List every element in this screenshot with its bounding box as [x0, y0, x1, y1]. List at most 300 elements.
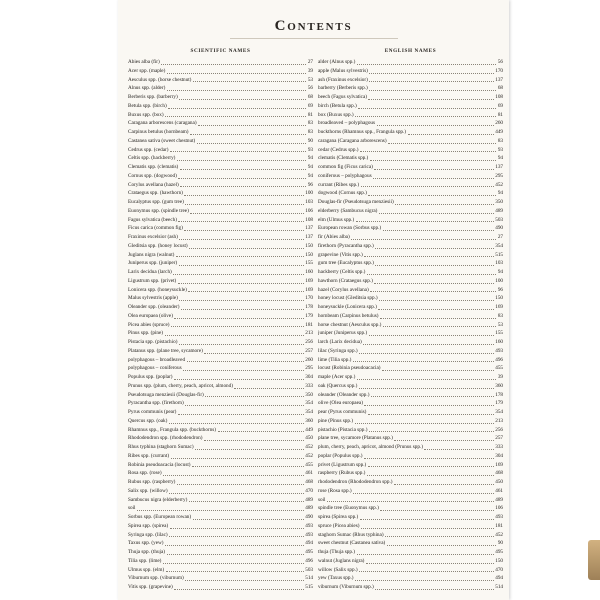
toc-entry-page: 333 — [495, 444, 503, 450]
title-divider — [230, 38, 398, 39]
english-names-heading: ENGLISH NAMES — [384, 48, 437, 54]
toc-dot-leader — [169, 489, 304, 494]
toc-entry-page: 83 — [497, 312, 503, 319]
toc-entry[interactable] — [318, 198, 503, 207]
toc-entry[interactable] — [128, 172, 313, 181]
toc-dot-leader — [368, 95, 493, 100]
toc-entry-name: Pyracantha spp. (firethorn) — [128, 400, 184, 407]
toc-dot-leader — [359, 349, 494, 354]
toc-entry-name: horse chestnut (Aesculus spp.) — [318, 321, 382, 328]
toc-entry[interactable] — [318, 181, 503, 190]
toc-dot-leader — [371, 392, 494, 397]
toc-entry[interactable] — [128, 373, 313, 382]
toc-entry[interactable] — [318, 373, 503, 382]
toc-entry-name: Celtis spp. (hackberry) — [128, 155, 176, 162]
toc-entry[interactable] — [318, 408, 503, 417]
toc-dot-leader — [169, 419, 304, 424]
toc-entry[interactable] — [128, 548, 313, 557]
toc-entry-name: Pistacia spp. (pistachio) — [128, 339, 178, 345]
toc-entry-page: 455 — [305, 461, 313, 468]
toc-entry[interactable] — [128, 251, 313, 260]
toc-entry-page: 100 — [495, 277, 503, 284]
toc-entry[interactable] — [318, 102, 503, 111]
toc-entry-page: 489 — [495, 207, 503, 214]
toc-entry-name: Vitis spp. (grapevine) — [128, 584, 173, 590]
toc-entry-page: 495 — [495, 549, 503, 555]
toc-entry-name: Carpinus betulus (hornbeam) — [128, 129, 189, 135]
toc-entry-page: 181 — [305, 321, 313, 328]
toc-entry-page: 94 — [497, 190, 503, 197]
toc-entry[interactable] — [128, 189, 313, 198]
toc-entry[interactable] — [128, 391, 313, 400]
toc-entry[interactable] — [128, 469, 313, 478]
toc-entry-name: spruce (Picea abies) — [318, 522, 360, 529]
toc-entry-page: 354 — [495, 242, 503, 249]
toc-entry-page: 155 — [305, 260, 313, 267]
toc-dot-leader — [379, 296, 494, 301]
toc-entry[interactable] — [128, 329, 313, 338]
toc-entry[interactable] — [128, 198, 313, 207]
toc-dot-leader — [166, 567, 304, 572]
toc-entry-page: 295 — [495, 172, 503, 179]
toc-entry-name: plane tree, sycamore (Platanus spp.) — [318, 435, 393, 442]
toc-entry-name: Alnus spp. (alder) — [128, 85, 166, 92]
toc-entry-name: clematis (Clematis spp.) — [318, 155, 369, 162]
toc-entry[interactable] — [128, 137, 313, 146]
toc-entry[interactable] — [128, 356, 313, 365]
toc-entry[interactable] — [318, 111, 503, 120]
toc-entry-page: 360 — [495, 382, 503, 389]
toc-dot-leader — [177, 156, 306, 161]
toc-entry-page: 56 — [307, 85, 313, 92]
toc-entry-name: raspberry (Rubus spp.) — [318, 470, 366, 477]
toc-entry-page: 160 — [495, 339, 503, 345]
toc-dot-leader — [373, 174, 494, 179]
toc-entry[interactable] — [128, 408, 313, 417]
toc-entry-page: 81 — [307, 111, 313, 118]
toc-dot-leader — [387, 541, 497, 546]
toc-dot-leader — [179, 95, 306, 100]
toc-entry[interactable] — [128, 452, 313, 461]
toc-dot-leader — [369, 331, 494, 336]
toc-dot-leader — [190, 130, 306, 135]
toc-entry-name: Salix spp. (willow) — [128, 487, 168, 494]
toc-entry[interactable] — [128, 207, 313, 216]
toc-entry[interactable] — [318, 286, 503, 295]
toc-dot-leader — [167, 86, 306, 91]
toc-entry[interactable] — [128, 268, 313, 277]
toc-entry-name: honey locust (Gleditsia spp.) — [318, 295, 378, 302]
toc-entry[interactable] — [318, 548, 503, 557]
toc-dot-leader — [170, 524, 304, 529]
toc-entry[interactable] — [128, 303, 313, 312]
toc-entry[interactable] — [318, 67, 503, 76]
toc-entry-name: maple (Acer spp.) — [318, 374, 356, 380]
toc-entry[interactable] — [318, 128, 503, 137]
toc-entry[interactable] — [128, 434, 313, 443]
toc-dot-leader — [179, 261, 304, 266]
toc-entry[interactable] — [318, 434, 503, 443]
toc-entry-page: 39 — [497, 374, 503, 380]
toc-entry[interactable] — [128, 119, 313, 128]
toc-entry[interactable] — [128, 58, 313, 67]
toc-entry[interactable] — [318, 312, 503, 321]
toc-entry[interactable] — [318, 478, 503, 487]
toc-entry-name: plum, cherry, peach, apricot, almond (Prunus spp.) — [318, 444, 423, 450]
toc-entry-page: 493 — [495, 347, 503, 354]
toc-entry-page: 514 — [305, 575, 313, 582]
toc-entry[interactable] — [128, 531, 313, 540]
toc-entry-page: 256 — [305, 339, 313, 345]
toc-dot-leader — [355, 112, 496, 117]
toc-entry-page: 106 — [305, 207, 313, 214]
toc-entry-page: 103 — [305, 199, 313, 205]
toc-dot-leader — [174, 585, 303, 590]
toc-entry[interactable] — [128, 128, 313, 137]
toc-entry-page: 452 — [305, 444, 313, 450]
toc-entry[interactable] — [128, 154, 313, 163]
toc-entry[interactable] — [128, 426, 313, 435]
toc-entry[interactable] — [128, 111, 313, 120]
toc-entry-page: 96 — [497, 286, 503, 293]
toc-entry[interactable] — [318, 452, 503, 461]
toc-entry[interactable] — [318, 443, 503, 452]
toc-entry-name: oak (Quercus spp.) — [318, 382, 358, 389]
toc-entry-page: 179 — [305, 312, 313, 319]
toc-entry[interactable] — [318, 119, 503, 128]
toc-entry[interactable] — [318, 364, 503, 373]
toc-entry[interactable] — [128, 487, 313, 496]
toc-entry-name: Sorbus spp. (European rowan) — [128, 514, 192, 520]
toc-dot-leader — [170, 147, 306, 152]
toc-entry-name: Pyrus communis (pear) — [128, 409, 177, 415]
toc-entry[interactable] — [318, 277, 503, 286]
toc-entry[interactable] — [318, 93, 503, 102]
toc-dot-leader — [178, 410, 304, 415]
toc-entry[interactable] — [318, 461, 503, 470]
toc-entry-page: 461 — [305, 470, 313, 477]
toc-entry-page: 108 — [495, 94, 503, 100]
toc-entry[interactable] — [318, 251, 503, 260]
toc-dot-leader — [190, 209, 303, 214]
toc-entry-page: 495 — [305, 549, 313, 555]
toc-entry[interactable] — [318, 566, 503, 575]
toc-entry-name: Castanea sativa (sweet chestnut) — [128, 137, 196, 144]
toc-entry[interactable] — [318, 224, 503, 233]
toc-entry-page: 295 — [305, 365, 313, 372]
toc-entry-name: poplar (Populus spp.) — [318, 452, 363, 459]
toc-entry[interactable] — [318, 522, 503, 531]
toc-entry[interactable] — [318, 233, 503, 242]
toc-entry[interactable] — [318, 294, 503, 303]
toc-entry-page: 100 — [305, 190, 313, 197]
toc-entry[interactable] — [318, 146, 503, 155]
toc-entry[interactable] — [128, 286, 313, 295]
toc-entry[interactable] — [318, 496, 503, 505]
toc-entry[interactable] — [318, 504, 503, 513]
toc-entry[interactable] — [318, 189, 503, 198]
toc-entry[interactable] — [128, 522, 313, 531]
toc-entry-name: cedar (Cedrus spp.) — [318, 146, 359, 153]
toc-entry-page: 150 — [495, 557, 503, 564]
toc-entry[interactable] — [318, 574, 503, 583]
toc-entry[interactable] — [318, 347, 503, 356]
toc-dot-leader — [204, 436, 304, 441]
toc-dot-leader — [395, 200, 493, 205]
toc-dot-leader — [178, 279, 304, 284]
toc-entry-page: 450 — [305, 435, 313, 442]
toc-entry[interactable] — [318, 259, 503, 268]
toc-dot-leader — [353, 489, 494, 494]
toc-entry[interactable] — [318, 163, 503, 172]
toc-entry-page: 90 — [307, 137, 313, 144]
toc-entry-name: hornbeam (Carpinus betulus) — [318, 312, 379, 319]
toc-entry-name: Larix decidua (larch) — [128, 269, 172, 275]
toc-entry-page: 81 — [497, 111, 503, 118]
toc-entry[interactable] — [318, 137, 503, 146]
toc-entry[interactable] — [318, 268, 503, 277]
toc-dot-leader — [161, 60, 306, 65]
toc-dot-leader — [424, 445, 493, 450]
toc-entry[interactable] — [318, 329, 503, 338]
toc-entry-name: Rhododendron spp. (rhododendron) — [128, 435, 203, 442]
toc-dot-leader — [189, 244, 304, 249]
toc-dot-leader — [184, 191, 303, 196]
toc-dot-leader — [357, 375, 497, 380]
toc-entry[interactable] — [318, 583, 503, 592]
toc-dot-leader — [370, 287, 496, 292]
toc-dot-leader — [383, 226, 494, 231]
toc-entry-page: 83 — [497, 137, 503, 144]
toc-entry[interactable] — [128, 93, 313, 102]
toc-entry[interactable] — [128, 338, 313, 347]
toc-entry[interactable] — [128, 347, 313, 356]
toc-entry-page: 493 — [495, 514, 503, 520]
toc-entry[interactable] — [318, 356, 503, 365]
toc-entry-name: Acer spp. (maple) — [128, 67, 166, 74]
toc-entry[interactable] — [318, 207, 503, 216]
toc-entry-page: 170 — [495, 67, 503, 74]
toc-entry-name: thuja (Thuja spp.) — [318, 549, 356, 555]
toc-entry-name: Pinus spp. (pine) — [128, 330, 164, 337]
toc-dot-leader — [363, 340, 493, 345]
toc-entry[interactable] — [128, 557, 313, 566]
toc-entry-page: 108 — [305, 216, 313, 223]
toc-dot-leader — [171, 454, 304, 459]
toc-dot-leader — [187, 357, 304, 362]
toc-entry[interactable] — [318, 469, 503, 478]
toc-dot-leader — [369, 77, 493, 82]
toc-entry[interactable] — [318, 58, 503, 67]
toc-entry-page: 489 — [305, 496, 313, 503]
toc-dot-leader — [360, 147, 496, 152]
toc-dot-leader — [178, 217, 303, 222]
toc-entry[interactable] — [318, 531, 503, 540]
toc-entry-page: 260 — [495, 120, 503, 127]
toc-entry-page: 256 — [495, 426, 503, 433]
toc-entry-name: larch (Larix decidua) — [318, 339, 362, 345]
toc-dot-leader — [174, 375, 304, 380]
toc-entry[interactable] — [128, 513, 313, 522]
toc-entry[interactable] — [128, 102, 313, 111]
toc-entry-name: honeysuckle (Lonicera spp.) — [318, 304, 377, 310]
toc-dot-leader — [218, 427, 304, 432]
toc-entry-name: yew (Taxus spp.) — [318, 575, 354, 582]
toc-entry-page: 360 — [305, 417, 313, 424]
toc-entry[interactable] — [128, 417, 313, 426]
toc-dot-leader — [375, 244, 493, 249]
toc-entry-name: viburnum (Viburnum spp.) — [318, 584, 374, 590]
toc-dot-leader — [180, 165, 307, 170]
toc-entry-page: 468 — [495, 470, 503, 477]
toc-entry[interactable] — [128, 277, 313, 286]
toc-entry[interactable] — [318, 539, 503, 548]
toc-entry[interactable] — [128, 242, 313, 251]
toc-dot-leader — [368, 410, 494, 415]
toc-entry[interactable] — [128, 504, 313, 513]
toc-entry-page: 470 — [495, 566, 503, 573]
toc-entry-page: 160 — [305, 269, 313, 275]
toc-entry[interactable] — [128, 312, 313, 321]
toc-entry[interactable] — [128, 233, 313, 242]
toc-entry-name: Prunus spp. (plum, cherry, peach, apricot, almond) — [128, 382, 233, 389]
toc-entry-name: elm (Ulmus spp.) — [318, 216, 355, 223]
toc-entry-page: 496 — [495, 356, 503, 363]
toc-entry[interactable] — [128, 67, 313, 76]
toc-dot-leader — [165, 541, 304, 546]
toc-entry[interactable] — [128, 566, 313, 575]
toc-entry[interactable] — [318, 417, 503, 426]
english-names-column — [318, 48, 503, 592]
toc-entry[interactable] — [128, 461, 313, 470]
toc-entry[interactable] — [128, 496, 313, 505]
toc-entry[interactable] — [318, 154, 503, 163]
toc-entry-name: birch (Betula spp.) — [318, 102, 357, 109]
toc-dot-leader — [357, 60, 496, 65]
toc-entry-name: Robinia pseudoacacia (locust) — [128, 461, 191, 468]
toc-entry[interactable] — [318, 338, 503, 347]
toc-entry-page: 53 — [497, 321, 503, 328]
toc-entry[interactable] — [318, 513, 503, 522]
toc-entry-name: Douglas-fir (Pseudotsuga menziesii) — [318, 199, 394, 205]
toc-entry[interactable] — [128, 294, 313, 303]
toc-entry[interactable] — [318, 391, 503, 400]
toc-entry-page: 68 — [497, 85, 503, 92]
toc-entry-page: 27 — [497, 234, 503, 240]
toc-entry-page: 178 — [495, 391, 503, 398]
toc-entry[interactable] — [128, 478, 313, 487]
toc-entry-name: Ligustrum spp. (privet) — [128, 277, 177, 284]
toc-entry-name: coniferous – polyphagous — [318, 172, 372, 179]
toc-entry-page: 257 — [495, 435, 503, 442]
toc-entry[interactable] — [128, 321, 313, 330]
toc-entry[interactable] — [318, 382, 503, 391]
page-edge-ornament — [588, 540, 600, 580]
toc-dot-leader — [177, 480, 304, 485]
toc-entry-page: 489 — [495, 496, 503, 503]
toc-entry-name: Pseudotsuga menziesii (Douglas-fir) — [128, 391, 204, 398]
toc-entry[interactable] — [128, 163, 313, 172]
toc-entry-name: pine (Pinus spp.) — [318, 417, 354, 424]
toc-entry[interactable] — [318, 172, 503, 181]
toc-entry-page: 94 — [307, 155, 313, 162]
toc-dot-leader — [353, 357, 494, 362]
toc-entry[interactable] — [128, 84, 313, 93]
toc-entry[interactable] — [128, 259, 313, 268]
toc-entry-name: Fagus sylvatica (beech) — [128, 216, 177, 223]
toc-dot-leader — [188, 287, 303, 292]
toc-entry[interactable] — [318, 487, 503, 496]
toc-entry-name: Quercus spp. (oak) — [128, 417, 168, 424]
toc-entry[interactable] — [318, 84, 503, 93]
toc-entry[interactable] — [318, 303, 503, 312]
toc-dot-leader — [174, 314, 303, 319]
toc-entry-name: Corylus avellana (hazel) — [128, 181, 179, 188]
toc-entry[interactable] — [128, 382, 313, 391]
toc-dot-leader — [382, 366, 494, 371]
toc-entry[interactable] — [128, 224, 313, 233]
toc-dot-leader — [364, 252, 493, 257]
toc-entry-page: 354 — [495, 409, 503, 415]
toc-entry-page: 83 — [307, 120, 313, 127]
toc-entry-name: juniper (Juniperus spp.) — [318, 330, 368, 337]
toc-entry[interactable] — [128, 216, 313, 225]
toc-dot-leader — [374, 279, 493, 284]
toc-dot-leader — [369, 427, 494, 432]
toc-entry[interactable] — [318, 76, 503, 85]
toc-entry[interactable] — [128, 539, 313, 548]
toc-entry-page: 93 — [497, 146, 503, 153]
toc-entry[interactable] — [318, 557, 503, 566]
toc-entry-page: 354 — [305, 409, 313, 415]
toc-entry-page: 68 — [307, 94, 313, 100]
toc-entry-page: 106 — [495, 505, 503, 512]
toc-entry[interactable] — [318, 399, 503, 408]
toc-dot-leader — [167, 550, 304, 555]
toc-entry[interactable] — [128, 181, 313, 190]
toc-entry-name: willow (Salix spp.) — [318, 566, 358, 573]
toc-entry[interactable] — [318, 216, 503, 225]
toc-entry[interactable] — [128, 364, 313, 373]
toc-entry-page: 304 — [495, 452, 503, 459]
toc-entry[interactable] — [128, 76, 313, 85]
toc-dot-leader — [383, 322, 496, 327]
toc-dot-leader — [385, 532, 494, 537]
toc-entry[interactable] — [128, 399, 313, 408]
toc-entry[interactable] — [128, 146, 313, 155]
toc-entry[interactable] — [128, 574, 313, 583]
toc-entry[interactable] — [128, 443, 313, 452]
toc-entry-name: polyphagous – broadleaved — [128, 356, 186, 363]
toc-entry[interactable] — [318, 321, 503, 330]
toc-entry[interactable] — [128, 583, 313, 592]
toc-entry-name: Ficus carica (common fig) — [128, 225, 183, 232]
toc-entry-page: 137 — [305, 225, 313, 232]
toc-entry-name: dogwood (Cornus spp.) — [318, 190, 367, 197]
toc-entry[interactable] — [318, 426, 503, 435]
toc-dot-leader — [205, 392, 303, 397]
toc-entry[interactable] — [318, 242, 503, 251]
toc-entry-page: 137 — [305, 234, 313, 240]
toc-dot-leader — [380, 314, 496, 319]
toc-entry-name: Platanus spp. (plane tree, sycamore) — [128, 347, 203, 354]
toc-entry-page: 137 — [495, 164, 503, 170]
toc-entry-page: 452 — [305, 452, 313, 459]
toc-entry-page: 489 — [305, 505, 313, 512]
toc-entry-page: 260 — [305, 356, 313, 363]
toc-dot-leader — [163, 559, 304, 564]
toc-dot-leader — [167, 69, 307, 74]
